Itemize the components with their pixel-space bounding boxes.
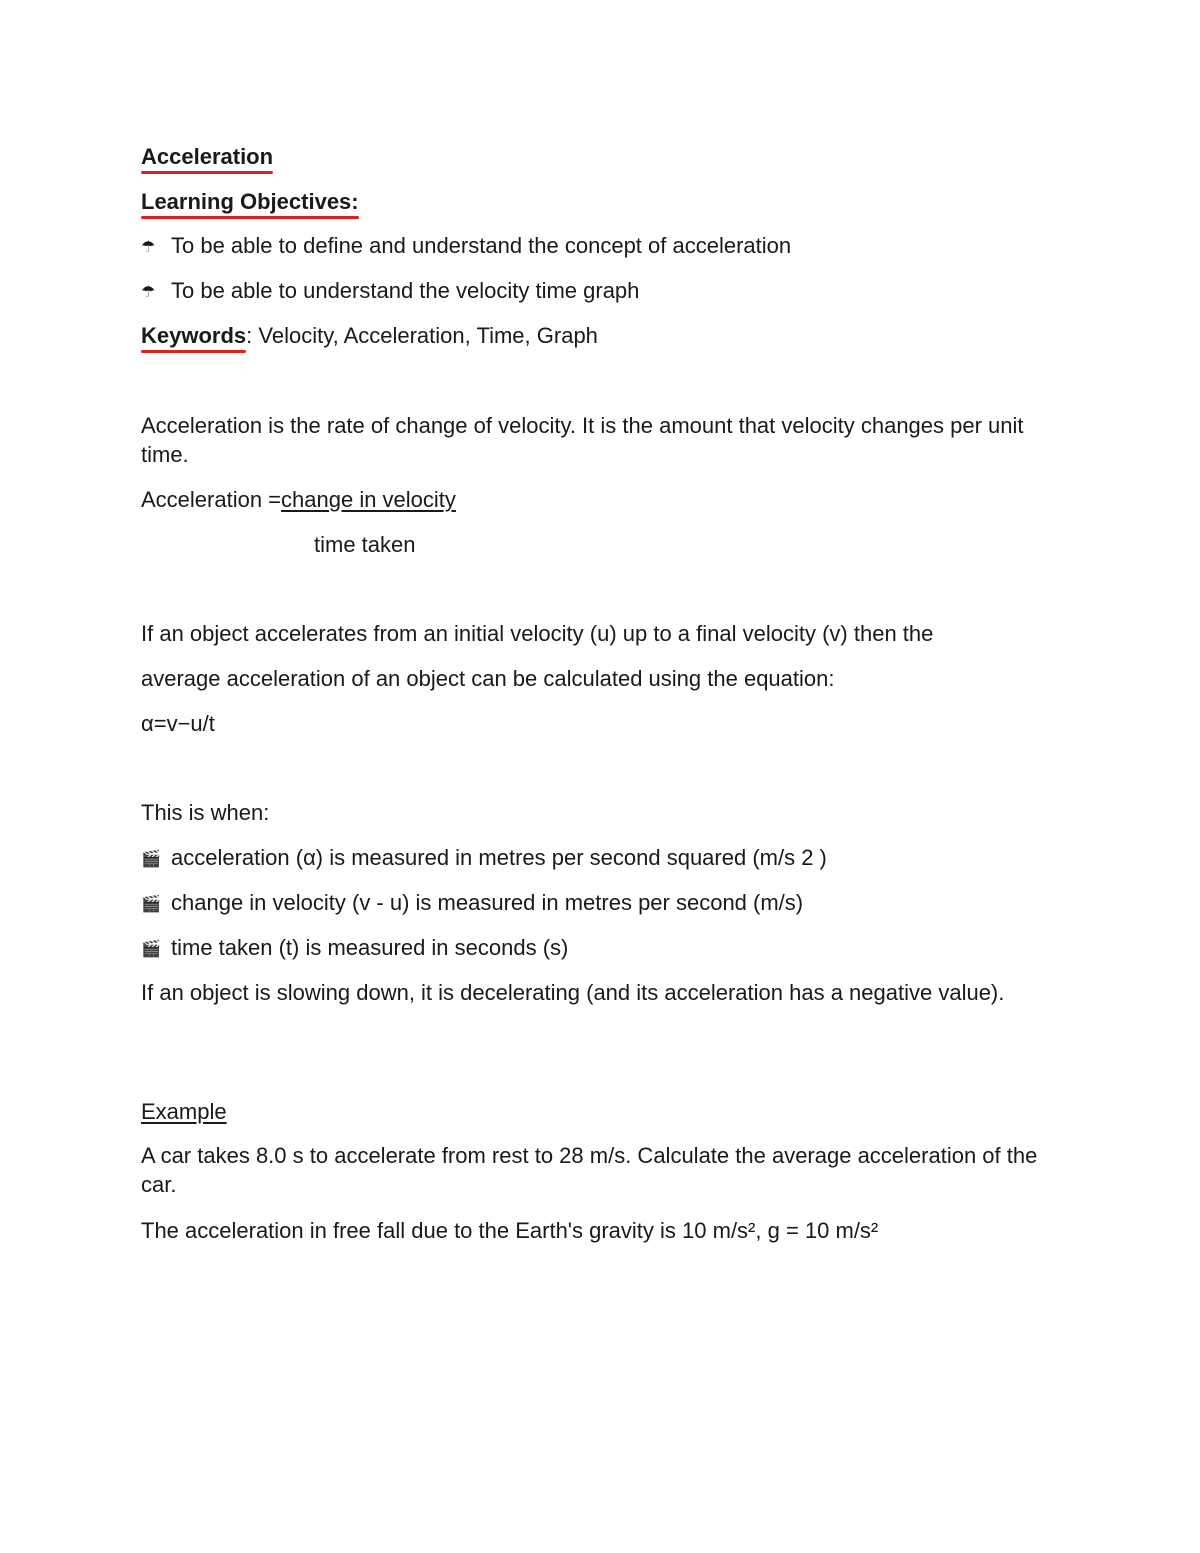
decelerating-paragraph: If an object is slowing down, it is decelerating (and its acceleration has a negative value).	[141, 980, 1005, 1005]
objective-text: To be able to understand the velocity time graph	[171, 278, 640, 303]
unit-item	[141, 933, 568, 964]
keywords-line	[141, 321, 598, 350]
equation: α=v−u/t	[141, 711, 215, 736]
equation-intro-line-1: If an object accelerates from an initial velocity (u) up to a final velocity (v) then the	[141, 621, 934, 646]
example-heading-text: Example	[141, 1099, 227, 1124]
formula-numerator: change in velocity	[281, 487, 456, 512]
clapperboard-icon: 🎬	[141, 851, 161, 868]
when-heading: This is when:	[141, 800, 270, 825]
formula-denominator: time taken	[314, 532, 416, 557]
unit-text: acceleration (α) is measured in metres per second squared (m/s 2 )	[171, 845, 827, 870]
objectives-heading-text: Learning Objectives:	[141, 189, 359, 214]
objective-item	[141, 231, 791, 262]
objective-item	[141, 276, 639, 307]
example-heading	[141, 1097, 227, 1126]
formula-line	[141, 485, 456, 514]
doc-title	[141, 142, 273, 171]
objective-text: To be able to define and understand the concept of acceleration	[171, 233, 792, 258]
unit-item	[141, 888, 803, 919]
unit-text: time taken (t) is measured in seconds (s)	[171, 935, 569, 960]
unit-text: change in velocity (v - u) is measured in metres per second (m/s)	[171, 890, 804, 915]
unit-item	[141, 843, 827, 874]
umbrella-icon: ☂	[141, 239, 156, 256]
objectives-heading	[141, 187, 359, 216]
clapperboard-icon: 🎬	[141, 941, 161, 958]
title-text: Acceleration	[141, 144, 274, 169]
clapperboard-icon: 🎬	[141, 896, 161, 913]
keywords-text: : Velocity, Acceleration, Time, Graph	[246, 323, 598, 348]
definition-paragraph: Acceleration is the rate of change of velocity. It is the amount that velocity changes per unit time.	[141, 413, 1024, 467]
keywords-label: Keywords	[141, 323, 247, 348]
umbrella-icon: ☂	[141, 284, 156, 301]
equation-intro-line-2: average acceleration of an object can be calculated using the equation:	[141, 666, 835, 691]
formula-prefix: Acceleration =	[141, 487, 282, 512]
example-paragraph: A car takes 8.0 s to accelerate from rest to 28 m/s. Calculate the average acceleration of the car.	[141, 1143, 1038, 1197]
gravity-line: The acceleration in free fall due to the Earth's gravity is 10 m/s², g = 10 m/s²	[141, 1218, 879, 1243]
